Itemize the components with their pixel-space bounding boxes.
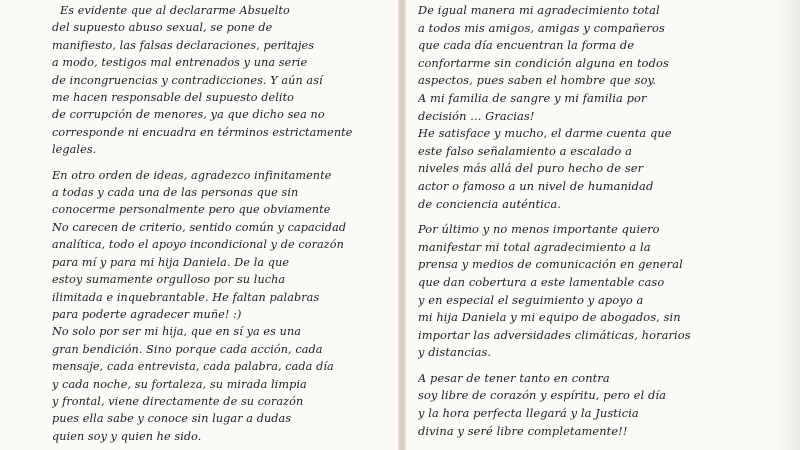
text-line: a todos mis amigos, amigas y compañeros bbox=[418, 20, 665, 35]
text-line: A mi familia de sangre y mi familia por bbox=[418, 90, 647, 105]
paragraph-gratitude-supporters bbox=[52, 167, 392, 324]
paragraph-press bbox=[418, 221, 796, 362]
text-line: gran bendición. Sino porque cada acción, cada bbox=[52, 342, 323, 356]
text-line: De igual manera mi agradecimiento total bbox=[418, 3, 660, 17]
text-line: me hacen responsable del supuesto delito bbox=[52, 91, 294, 105]
text-line: y cada noche, su fortaleza, su mirada limpia bbox=[52, 377, 307, 391]
paragraph-absolution bbox=[52, 2, 392, 159]
text-line: En otro orden de ideas, agradezco infinitamente bbox=[52, 168, 332, 182]
text-line: mensaje, cada entrevista, cada palabra, cada día bbox=[52, 360, 334, 374]
text-line: a modo, testigos mal entrenados y una serie bbox=[52, 56, 308, 70]
text-line: pues ella sabe y conoce sin lugar a dudas bbox=[52, 412, 292, 426]
text-line: No solo por ser mi hija, que en sí ya es una bbox=[52, 325, 302, 339]
text-line: del supuesto abuso sexual, se pone de bbox=[52, 21, 273, 35]
text-line: para poderte agradecer muñe! :) bbox=[52, 307, 242, 321]
paragraph-closing bbox=[418, 370, 796, 440]
text-line: para mí y para mi hija Daniela. De la que bbox=[52, 255, 290, 269]
page-gutter bbox=[398, 0, 406, 450]
text-line: decisión ... Gracias! bbox=[418, 108, 535, 123]
text-line: divina y seré libre completamente!! bbox=[418, 423, 628, 438]
paragraph-satisfaction bbox=[418, 125, 796, 213]
text-line: He satisface y mucho, el darme cuenta que bbox=[418, 126, 672, 141]
text-line: A pesar de tener tanto en contra bbox=[418, 370, 610, 385]
text-line: Por último y no menos importante quiero bbox=[418, 222, 660, 237]
text-line: quien soy y quien he sido. bbox=[52, 429, 202, 443]
text-line: niveles más allá del puro hecho de ser bbox=[418, 161, 644, 176]
text-line: importar las adversidades climáticas, horarios bbox=[418, 327, 691, 342]
text-line: soy libre de corazón y espíritu, pero el día bbox=[418, 388, 666, 403]
text-line: a todas y cada una de las personas que sin bbox=[52, 186, 299, 200]
text-line: No carecen de criterio, sentido común y capacidad bbox=[52, 220, 347, 234]
text-line: conocerme personalmente pero que obviamente bbox=[52, 203, 331, 217]
text-line: corresponde ni encuadra en términos estrictamente bbox=[52, 125, 353, 139]
text-line: actor o famoso a un nivel de humanidad bbox=[418, 178, 654, 193]
text-line: de conciencia auténtica. bbox=[418, 196, 561, 211]
text-line: confortarme sin condición alguna en todos bbox=[418, 55, 669, 70]
text-line: manifestar mi total agradecimiento a la bbox=[418, 239, 651, 254]
text-line: mi hija Daniela y mi equipo de abogados, sin bbox=[418, 310, 681, 325]
text-line: manifiesto, las falsas declaraciones, peritajes bbox=[52, 38, 315, 52]
text-line: aspectos, pues saben el hombre que soy. bbox=[418, 73, 657, 88]
text-line: Es evidente que al declararme Absuelto bbox=[60, 4, 290, 17]
text-line: que dan cobertura a este lamentable caso bbox=[418, 274, 665, 289]
right-page bbox=[406, 0, 800, 450]
text-line: estoy sumamente orgulloso por su lucha bbox=[52, 273, 286, 287]
text-line: prensa y medios de comunicación en general bbox=[418, 257, 683, 272]
paragraph-friends bbox=[418, 2, 796, 125]
paragraph-daughter bbox=[52, 323, 392, 445]
text-line: que cada día encuentran la forma de bbox=[418, 38, 635, 53]
page-edge-shadow bbox=[776, 0, 800, 450]
text-line: legales. bbox=[52, 143, 97, 157]
text-line: de corrupción de menores, ya que dicho sea no bbox=[52, 108, 325, 122]
text-line: analítica, todo el apoyo incondicional y de corazón bbox=[52, 238, 344, 252]
text-line: ilimitada e inquebrantable. He faltan palabras bbox=[52, 290, 320, 304]
text-line: de incongruencias y contradicciones. Y aún así bbox=[52, 73, 323, 87]
text-line: y frontal, viene directamente de su corazón bbox=[52, 394, 304, 408]
text-line: y distancias. bbox=[418, 345, 492, 360]
text-line: y en especial el seguimiento y apoyo a bbox=[418, 292, 644, 307]
left-page bbox=[0, 0, 398, 450]
text-line: este falso señalamiento a escalado a bbox=[418, 143, 632, 158]
text-line: y la hora perfecta llegará y la Justicia bbox=[418, 406, 639, 421]
